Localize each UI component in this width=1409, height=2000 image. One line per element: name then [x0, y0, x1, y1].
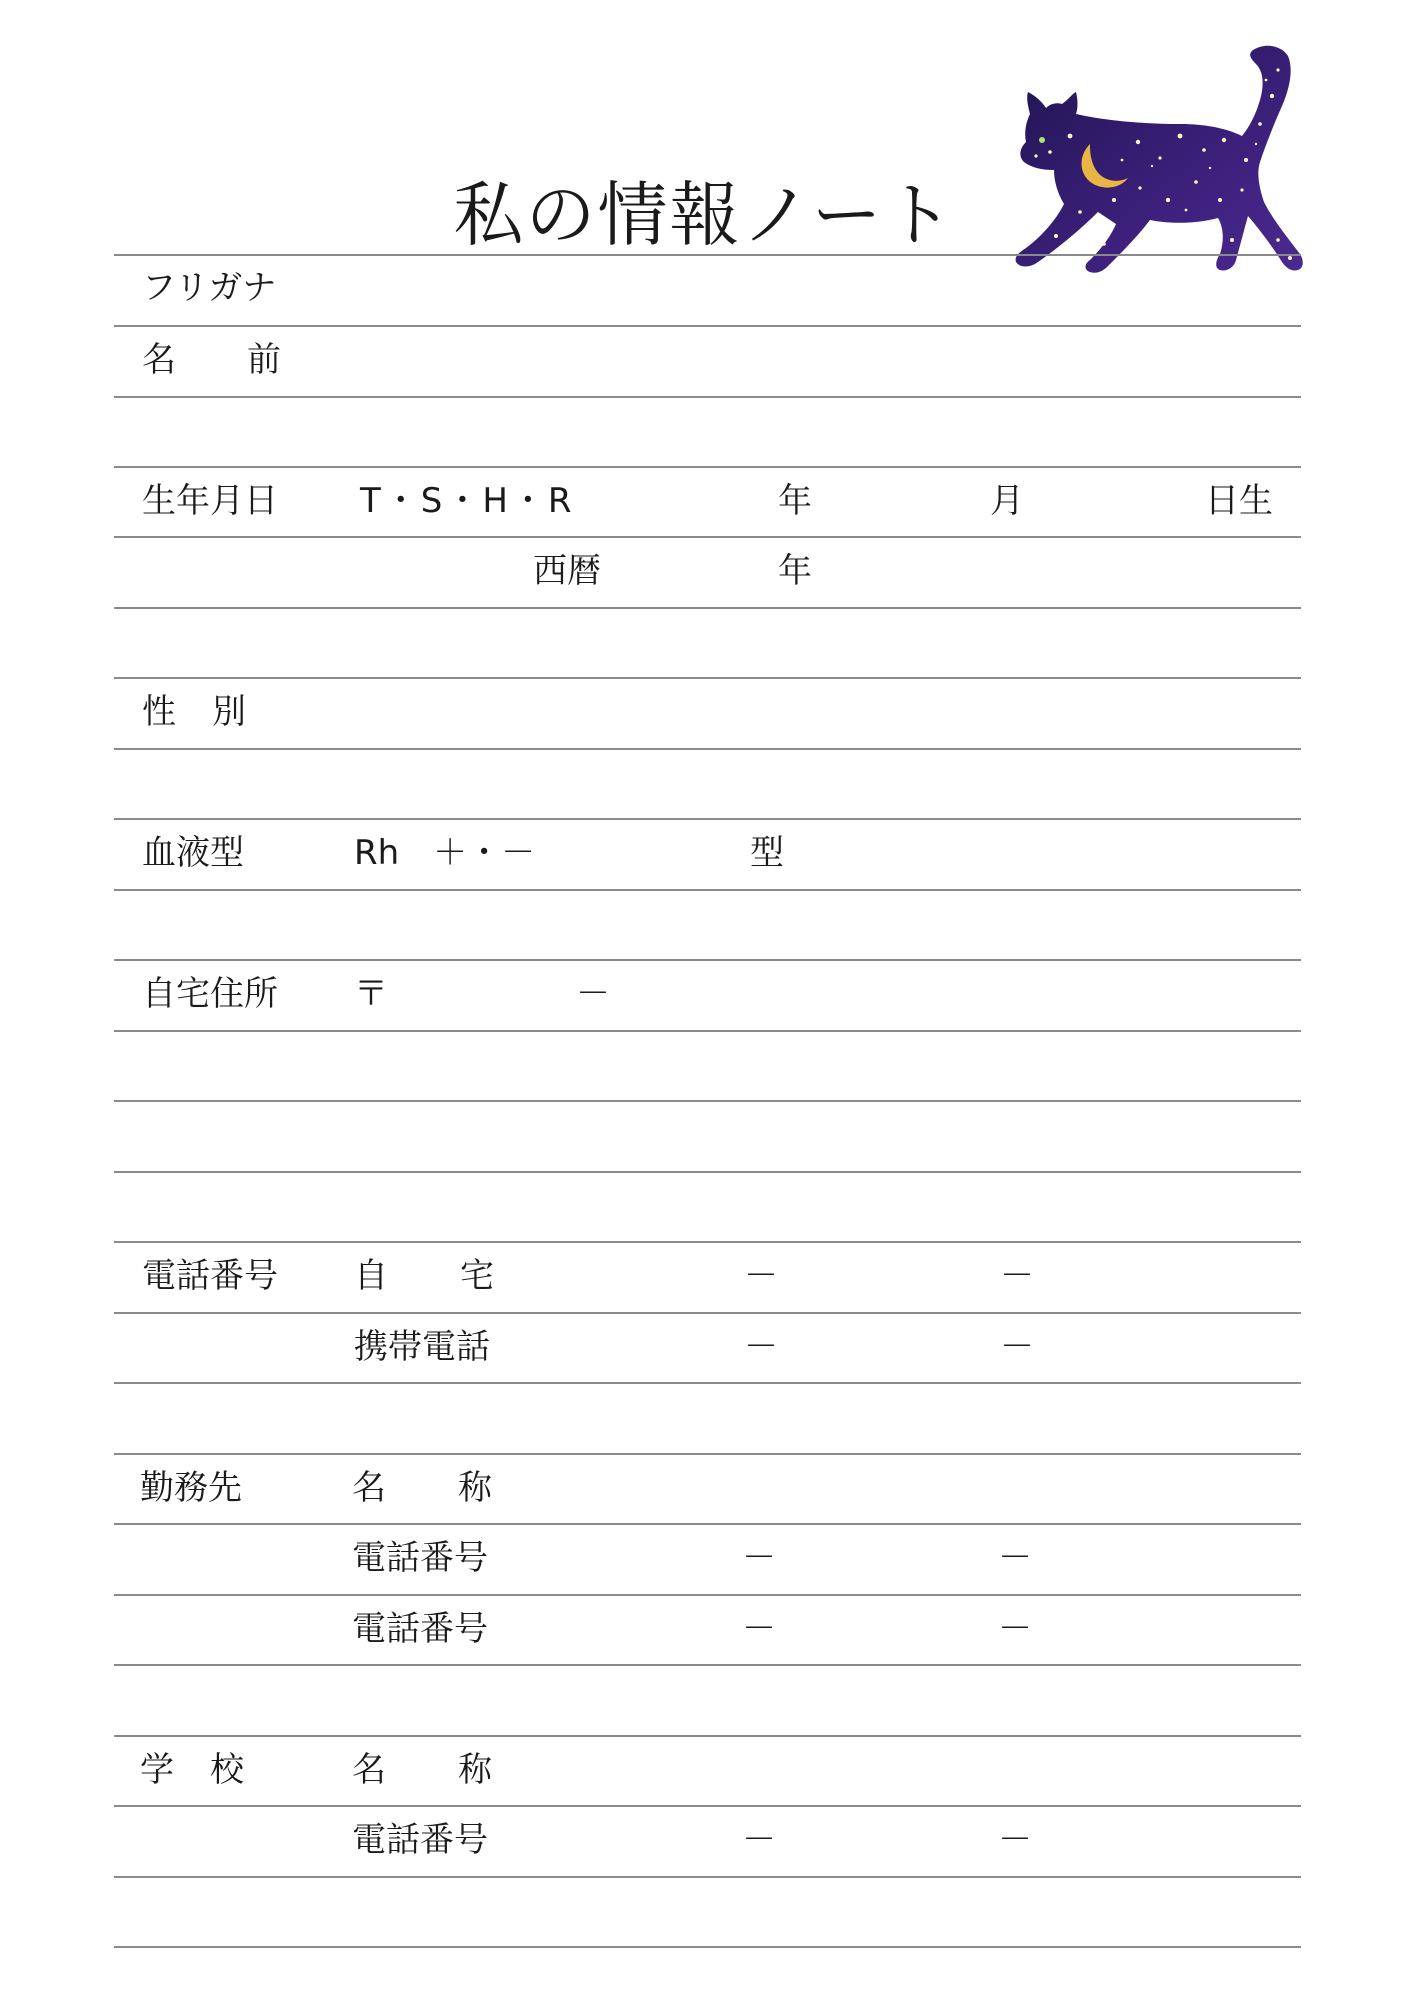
rule-line [114, 1523, 1301, 1525]
phone-dash: － [1000, 1256, 1034, 1296]
phone-dash: － [998, 1820, 1032, 1860]
phone-dash: － [998, 1609, 1032, 1649]
school-label-second: 校 [210, 1750, 244, 1790]
phone-dash: － [742, 1538, 776, 1578]
rule-line [114, 396, 1301, 398]
rule-line [114, 1594, 1301, 1596]
rule-line [114, 466, 1301, 468]
furigana-label: フリガナ [142, 268, 277, 308]
rule-line [114, 254, 1301, 256]
work-label: 勤務先 [140, 1468, 242, 1508]
gender-label-first: 性 [142, 692, 176, 732]
rule-line [114, 1171, 1301, 1173]
rule-line [114, 889, 1301, 891]
western-year-unit: 年 [778, 551, 812, 591]
rule-line [114, 959, 1301, 961]
blood-rh-options: Rh ＋・－ [354, 833, 536, 873]
rule-line [114, 1312, 1301, 1314]
birthday-day-unit: 日生 [1205, 481, 1273, 521]
rule-line [114, 607, 1301, 609]
gender-label-second: 別 [212, 692, 246, 732]
work-phone-label: 電話番号 [352, 1538, 488, 1578]
home-label-second: 宅 [460, 1256, 494, 1296]
birthday-month-unit: 月 [990, 481, 1024, 521]
phone-label: 電話番号 [142, 1256, 278, 1296]
rule-line [114, 818, 1301, 820]
phone-dash: － [744, 1256, 778, 1296]
phone-dash: － [1000, 1327, 1034, 1367]
school-name-label-first: 名 [352, 1750, 386, 1790]
name-label-second: 前 [247, 340, 281, 380]
address-label: 自宅住所 [142, 974, 278, 1014]
rule-line [114, 1946, 1301, 1948]
western-year-label: 西暦 [533, 551, 601, 591]
postal-dash: － [576, 974, 610, 1014]
rule-line [114, 1453, 1301, 1455]
phone-dash: － [742, 1609, 776, 1649]
rule-line [114, 536, 1301, 538]
rule-line [114, 1664, 1301, 1666]
rule-line [114, 1805, 1301, 1807]
rule-line [114, 1241, 1301, 1243]
rule-line [114, 1382, 1301, 1384]
page-title: 私の情報ノート [453, 173, 956, 256]
home-label-first: 自 [354, 1256, 388, 1296]
blood-type-unit: 型 [750, 833, 784, 873]
rule-line [114, 1030, 1301, 1032]
birthday-label: 生年月日 [142, 481, 278, 521]
postal-mark: 〒 [354, 974, 388, 1014]
school-phone-label: 電話番号 [352, 1820, 488, 1860]
rule-line [114, 1100, 1301, 1102]
name-label-first: 名 [142, 340, 176, 380]
phone-dash: － [744, 1327, 778, 1367]
rule-line [114, 748, 1301, 750]
rule-line [114, 677, 1301, 679]
mobile-label: 携帯電話 [354, 1327, 490, 1367]
blood-type-label: 血液型 [142, 833, 244, 873]
work-phone-label: 電話番号 [352, 1609, 488, 1649]
rule-line [114, 325, 1301, 327]
birthday-era-options: T・S・H・R [360, 481, 575, 521]
rule-line [114, 1876, 1301, 1878]
phone-dash: － [998, 1538, 1032, 1578]
work-name-label-first: 名 [352, 1468, 386, 1508]
birthday-year-unit: 年 [778, 481, 812, 521]
school-label-first: 学 [140, 1750, 174, 1790]
school-name-label-second: 称 [458, 1750, 492, 1790]
rule-line [114, 1735, 1301, 1737]
phone-dash: － [742, 1820, 776, 1860]
info-sheet [114, 0, 1301, 2000]
work-name-label-second: 称 [458, 1468, 492, 1508]
